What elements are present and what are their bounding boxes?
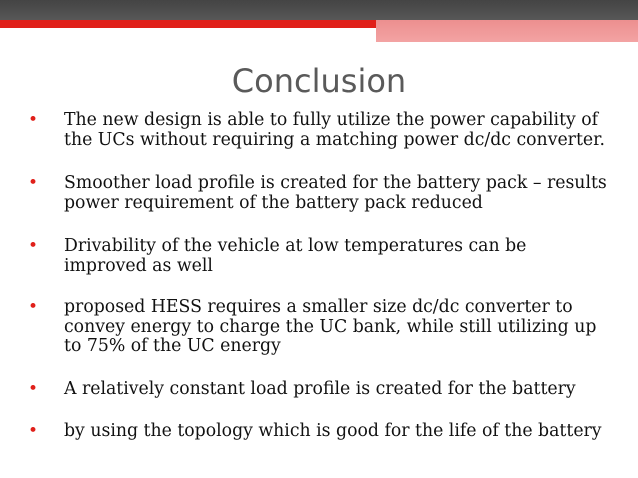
bullet-item (22, 380, 612, 400)
bullet-list (22, 111, 612, 442)
top-decorative-band (0, 0, 638, 20)
slide-title: Conclusion (231, 62, 407, 100)
bullet-dot-icon: • (28, 421, 39, 441)
bullet-item (22, 111, 612, 150)
bullet-item (22, 237, 612, 276)
bullet-text: Smoother load profile is created for the battery pack – results power requirement of the battery pack reduced (64, 173, 607, 213)
bullet-dot-icon: • (28, 378, 39, 399)
pink-accent-block (376, 20, 638, 42)
bullet-text: The new design is able to fully utilize the power capability of the UCs without requiring a matching power dc/dc converter. (64, 110, 605, 150)
bullet-dot-icon: • (28, 173, 39, 193)
bullet-text: Drivability of the vehicle at low temperatures can be improved as well (64, 236, 527, 276)
bullet-dot-icon: • (28, 110, 39, 130)
bullet-dot-icon: • (28, 236, 39, 256)
bullet-text: by using the topology which is good for the life of the battery (64, 421, 602, 441)
bullet-item (22, 298, 612, 357)
bullet-text: proposed HESS requires a smaller size dc/dc converter to convey energy to charge the UC bank, while still utilizing up to 75% of the UC energy (64, 297, 597, 356)
bullet-item (22, 422, 612, 442)
bullet-text: A relatively constant load profile is created for the battery (64, 378, 576, 399)
bullet-item (22, 174, 612, 213)
bullet-dot-icon: • (28, 297, 39, 317)
